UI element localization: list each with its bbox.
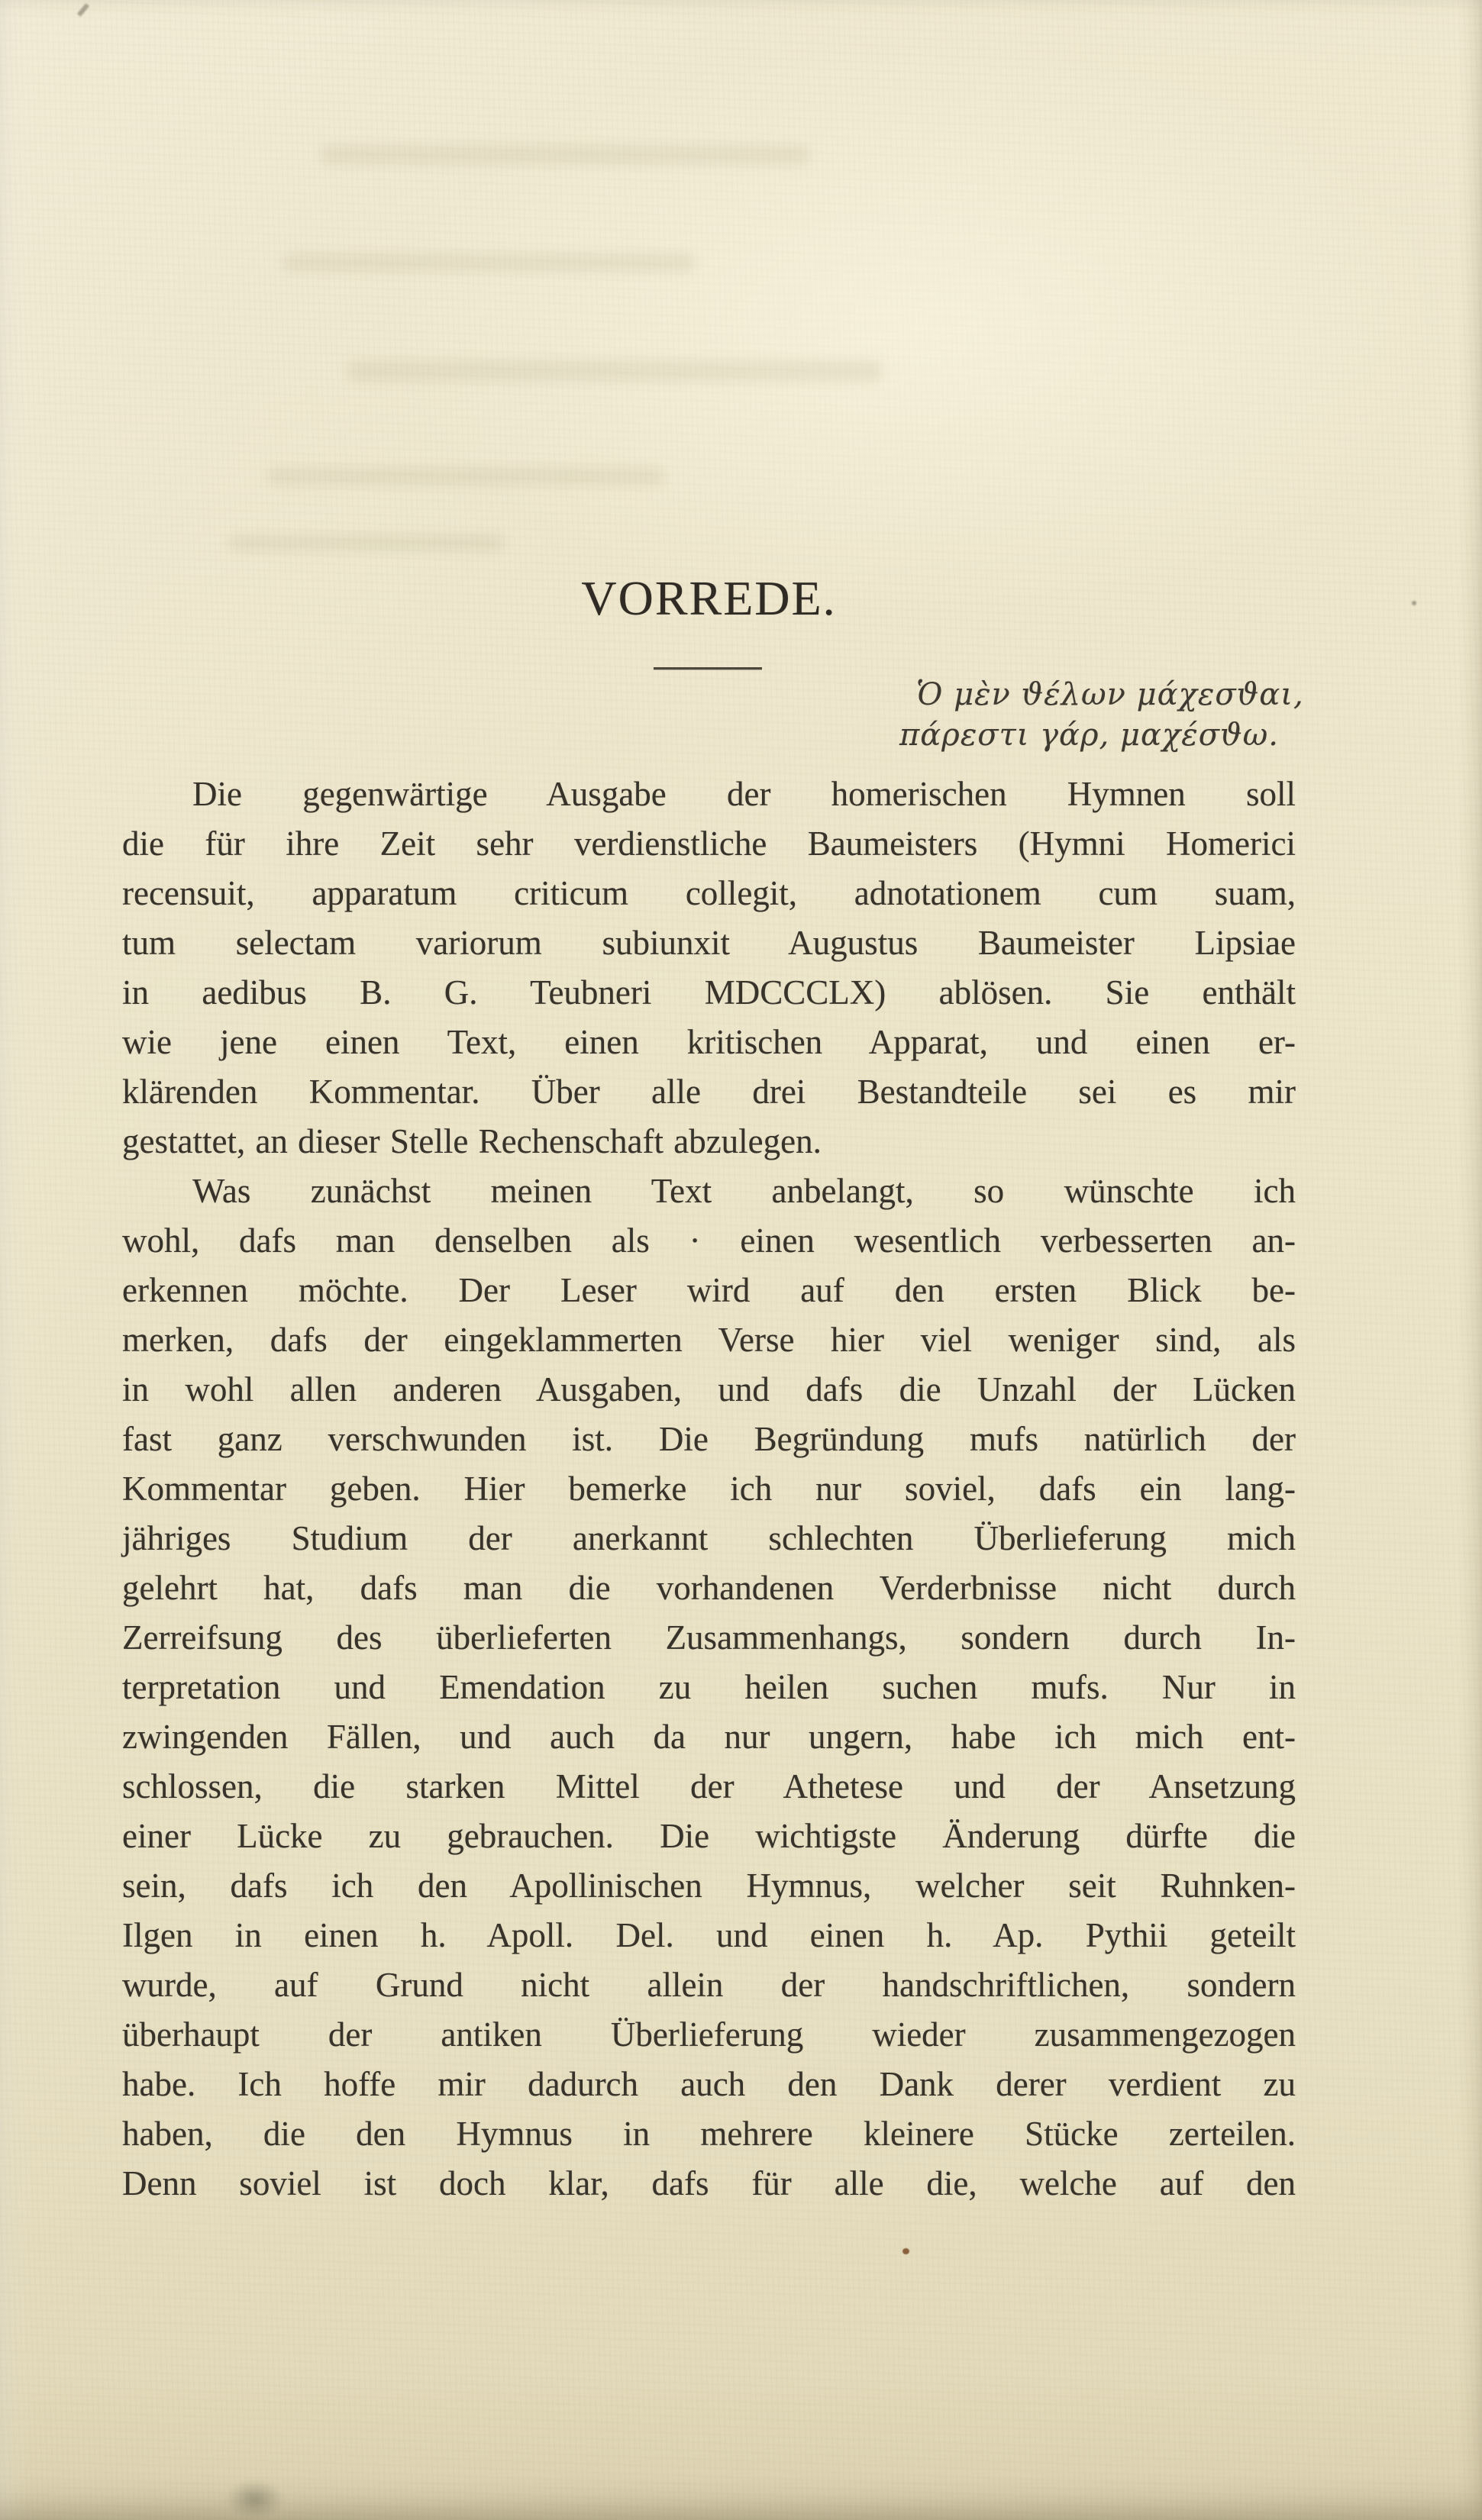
text-line: Denn soviel ist doch klar, dafs für alle die, welche auf den	[122, 2164, 1296, 2202]
text-line: terpretation und Emendation zu heilen suchen mufs. Nur in	[122, 1668, 1296, 1706]
title-divider-rule	[654, 667, 762, 670]
preface-body-text	[122, 770, 1296, 2209]
text-line: einer Lücke zu gebrauchen. Die wichtigste Änderung dürfte die	[122, 1817, 1296, 1855]
scan-corner-mark	[77, 3, 89, 17]
text-line: fast ganz verschwunden ist. Die Begründung mufs natürlich der	[122, 1420, 1296, 1458]
epigraph-line: Ὁ μὲν ϑέλων μάχεσϑαι,	[916, 677, 1304, 712]
ink-speck	[1412, 601, 1416, 605]
text-line: recensuit, apparatum criticum collegit, adnotationem cum suam,	[122, 874, 1296, 912]
text-line: habe. Ich hoffe mir dadurch auch den Dank derer verdient zu	[122, 2065, 1296, 2103]
text-line: jähriges Studium der anerkannt schlechten Überlieferung mich	[122, 1519, 1296, 1557]
bleedthrough-smudge	[321, 145, 809, 165]
text-line: schlossen, die starken Mittel der Athetese und der Ansetzung	[122, 1767, 1296, 1805]
epigraph-line: πάρεστι γάρ, μαχέσϑω.	[899, 718, 1279, 753]
scan-edge-smudge	[226, 2480, 284, 2519]
text-line: in aedibus B. G. Teubneri MDCCCLX) ablösen. Sie enthält	[122, 973, 1296, 1012]
bleedthrough-smudge	[347, 360, 882, 382]
text-line: die für ihre Zeit sehr verdienstliche Baumeisters (Hymni Homerici	[122, 824, 1296, 863]
text-line: Ilgen in einen h. Apoll. Del. und einen h. Ap. Pythii geteilt	[122, 1916, 1296, 1954]
text-line: wurde, auf Grund nicht allein der handschriftlichen, sondern	[122, 1966, 1296, 2004]
page-title: VORREDE.	[581, 571, 837, 625]
bleedthrough-smudge	[267, 467, 664, 486]
text-line: gelehrt hat, dafs man die vorhandenen Verderbnisse nicht durch	[122, 1569, 1296, 1607]
text-line: überhaupt der antiken Überlieferung wieder zusammengezogen	[122, 2015, 1296, 2054]
bleedthrough-smudge	[229, 534, 504, 551]
text-line: klärenden Kommentar. Über alle drei Bestandteile sei es mir	[122, 1073, 1296, 1111]
text-line: sein, dafs ich den Apollinischen Hymnus, welcher seit Ruhnken-	[122, 1867, 1296, 1905]
text-line: wie jene einen Text, einen kritischen Apparat, und einen er-	[122, 1023, 1296, 1061]
text-line: Was zunächst meinen Text anbelangt, so wünschte ich	[192, 1172, 1296, 1210]
text-line: haben, die den Hymnus in mehrere kleinere Stücke zerteilen.	[122, 2115, 1296, 2153]
ink-speck	[902, 2248, 909, 2254]
text-line: zwingenden Fällen, und auch da nur ungern, habe ich mich ent-	[122, 1718, 1296, 1756]
text-line: Kommentar geben. Hier bemerke ich nur soviel, dafs ein lang-	[122, 1470, 1296, 1508]
text-line: erkennen möchte. Der Leser wird auf den ersten Blick be-	[122, 1271, 1296, 1309]
text-line: Die gegenwärtige Ausgabe der homerischen Hymnen soll	[192, 775, 1296, 813]
text-line: in wohl allen anderen Ausgaben, und dafs die Unzahl der Lücken	[122, 1370, 1296, 1408]
text-line: gestattet, an dieser Stelle Rechenschaft abzulegen.	[122, 1122, 822, 1160]
bleedthrough-smudge	[283, 253, 695, 272]
text-line: Zerreifsung des überlieferten Zusammenhangs, sondern durch In-	[122, 1618, 1296, 1657]
text-line: tum selectam variorum subiunxit Augustus Baumeister Lipsiae	[122, 924, 1296, 962]
greek-epigraph	[899, 675, 1304, 756]
text-line: wohl, dafs man denselben als · einen wesentlich verbesserten an-	[122, 1221, 1296, 1260]
text-line: merken, dafs der eingeklammerten Verse hier viel weniger sind, als	[122, 1321, 1296, 1359]
